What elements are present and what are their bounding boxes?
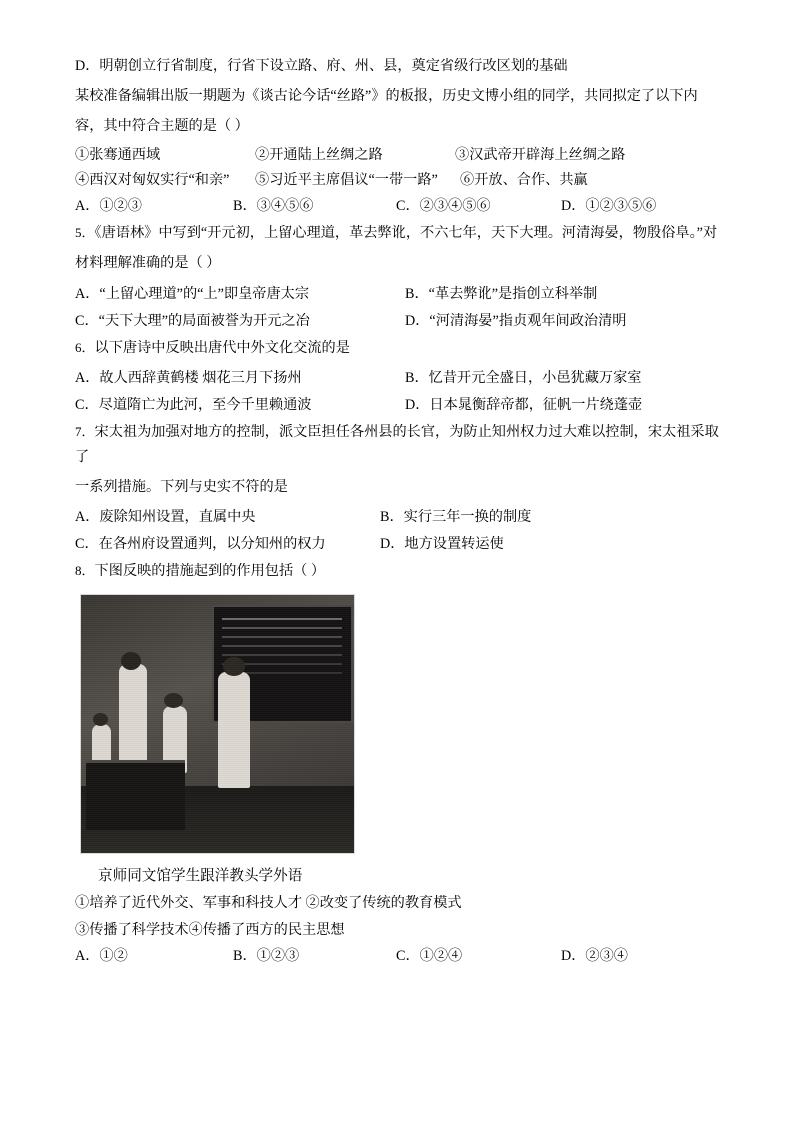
question-6-stem-text: 以下唐诗中反映出唐代中外文化交流的是 — [94, 339, 350, 356]
question-6-option-b[interactable]: B．忆昔开元全盛日，小邑犹藏万家室 — [405, 370, 642, 387]
question-7-stem-line-2: 一系列措施。下列与史实不符的是 — [75, 478, 288, 495]
question-8-option-b[interactable]: B．①②③ — [233, 947, 300, 964]
question-5-stem-line-1 — [75, 221, 719, 245]
question-7-options-row-1 — [75, 506, 719, 526]
question-7-option-b[interactable]: B．实行三年一换的制度 — [380, 509, 532, 526]
question-5-stem-line-2: 材料理解准确的是（ ） — [75, 255, 221, 272]
question-7-option-a[interactable]: A．废除知州设置，直属中央 — [75, 509, 256, 526]
question-5-stem-text-1: 《唐语林》中写到“开元初，上留心理道，革去弊讹，不六七年，天下大理。河清海晏，物殷俗阜。”对 — [94, 224, 718, 241]
question-8-stem — [75, 559, 719, 583]
question-4-option-b[interactable]: B．③④⑤⑥ — [233, 197, 314, 214]
question-4-subitems-row-2 — [75, 169, 719, 189]
question-6-number: 6． — [75, 339, 95, 355]
question-8-number: 8． — [75, 563, 95, 579]
question-4-option-c[interactable]: C．②③④⑤⑥ — [396, 197, 491, 214]
question-6-option-d[interactable]: D．日本晁衡辞帝都，征帆一片绕蓬壶 — [405, 397, 643, 414]
question-5-option-b[interactable]: B．“革去弊讹”是指创立科举制 — [405, 285, 598, 302]
question-6-options-row-1 — [75, 367, 719, 387]
question-8-option-d[interactable]: D．②③④ — [561, 947, 628, 964]
question-5-option-c[interactable]: C．“天下大理”的局面被誉为开元之冶 — [75, 312, 310, 329]
question-7-number: 7． — [75, 424, 95, 440]
question-5-options-row-1 — [75, 283, 719, 303]
question-8-subitems-row-2: ③传播了科学技术④传播了西方的民主思想 — [75, 921, 345, 938]
question-8-subitems-row-1: ①培养了近代外交、军事和科技人才 ②改变了传统的教育模式 — [75, 894, 462, 911]
question-4-option-d[interactable]: D．①②③⑤⑥ — [561, 197, 657, 214]
question-4-subitem-1: ①张骞通西域 — [75, 146, 161, 163]
question-8-figure-caption: 京师同文馆学生跟洋教头学外语 — [98, 867, 303, 884]
tongwenguan-classroom-photo — [80, 594, 355, 854]
question-4-options — [75, 195, 719, 215]
question-5-option-d[interactable]: D．“河清海晏”指贞观年间政治清明 — [405, 312, 627, 329]
question-4-stem-line-1: 某校准备编辑出版一期题为《谈古论今话“丝路”》的板报，历史文博小组的同学，共同拟定了以下内 — [75, 88, 698, 104]
question-6-options-row-2 — [75, 394, 719, 414]
question-8-options — [75, 945, 719, 965]
question-7-options-row-2 — [75, 533, 719, 553]
question-8-option-a[interactable]: A．①② — [75, 947, 128, 964]
question-4-subitems-row-1 — [75, 144, 719, 164]
question-5-number: 5． — [75, 224, 95, 240]
question-5-options-row-2 — [75, 310, 719, 330]
photo-grain-overlay — [81, 595, 354, 853]
question-7-option-d[interactable]: D．地方设置转运使 — [380, 536, 504, 553]
question-6-stem — [75, 336, 719, 360]
question-4-subitem-5: ⑤习近平主席倡议“一带一路” — [255, 171, 438, 188]
question-4-subitem-3: ③汉武帝开辟海上丝绸之路 — [455, 146, 626, 163]
question-7-stem-line-1 — [75, 420, 719, 469]
question-7-option-c[interactable]: C．在各州府设置通判，以分知州的权力 — [75, 536, 326, 553]
question-6-option-c[interactable]: C．尽道隋亡为此河，至今千里赖通波 — [75, 397, 312, 414]
question-3-option-d: D．明朝创立行省制度，行省下设立路、府、州、县，奠定省级行改区划的基础 — [75, 58, 568, 74]
question-8-option-c[interactable]: C．①②④ — [396, 947, 463, 964]
question-4-stem-line-2: 容，其中符合主题的是（ ） — [75, 118, 249, 135]
question-4-option-a[interactable]: A．①②③ — [75, 197, 142, 214]
question-4-subitem-4: ④西汉对匈奴实行“和亲” — [75, 171, 230, 188]
question-4-subitem-6: ⑥开放、合作、共赢 — [460, 171, 588, 188]
question-6-option-a[interactable]: A．故人西辞黄鹤楼 烟花三月下扬州 — [75, 370, 302, 387]
question-8-stem-text: 下图反映的措施起到的作用包括（ ） — [94, 563, 326, 580]
question-7-stem-text-1: 宋太祖为加强对地方的控制，派文臣担任各州县的长官，为防止知州权力过大难以控制，宋太祖采取了 — [75, 424, 719, 465]
question-8-figure — [75, 594, 719, 885]
question-5-option-a[interactable]: A．“上留心理道”的“上”即皇帝唐太宗 — [75, 285, 310, 302]
question-4-subitem-2: ②开通陆上丝绸之路 — [255, 146, 383, 163]
